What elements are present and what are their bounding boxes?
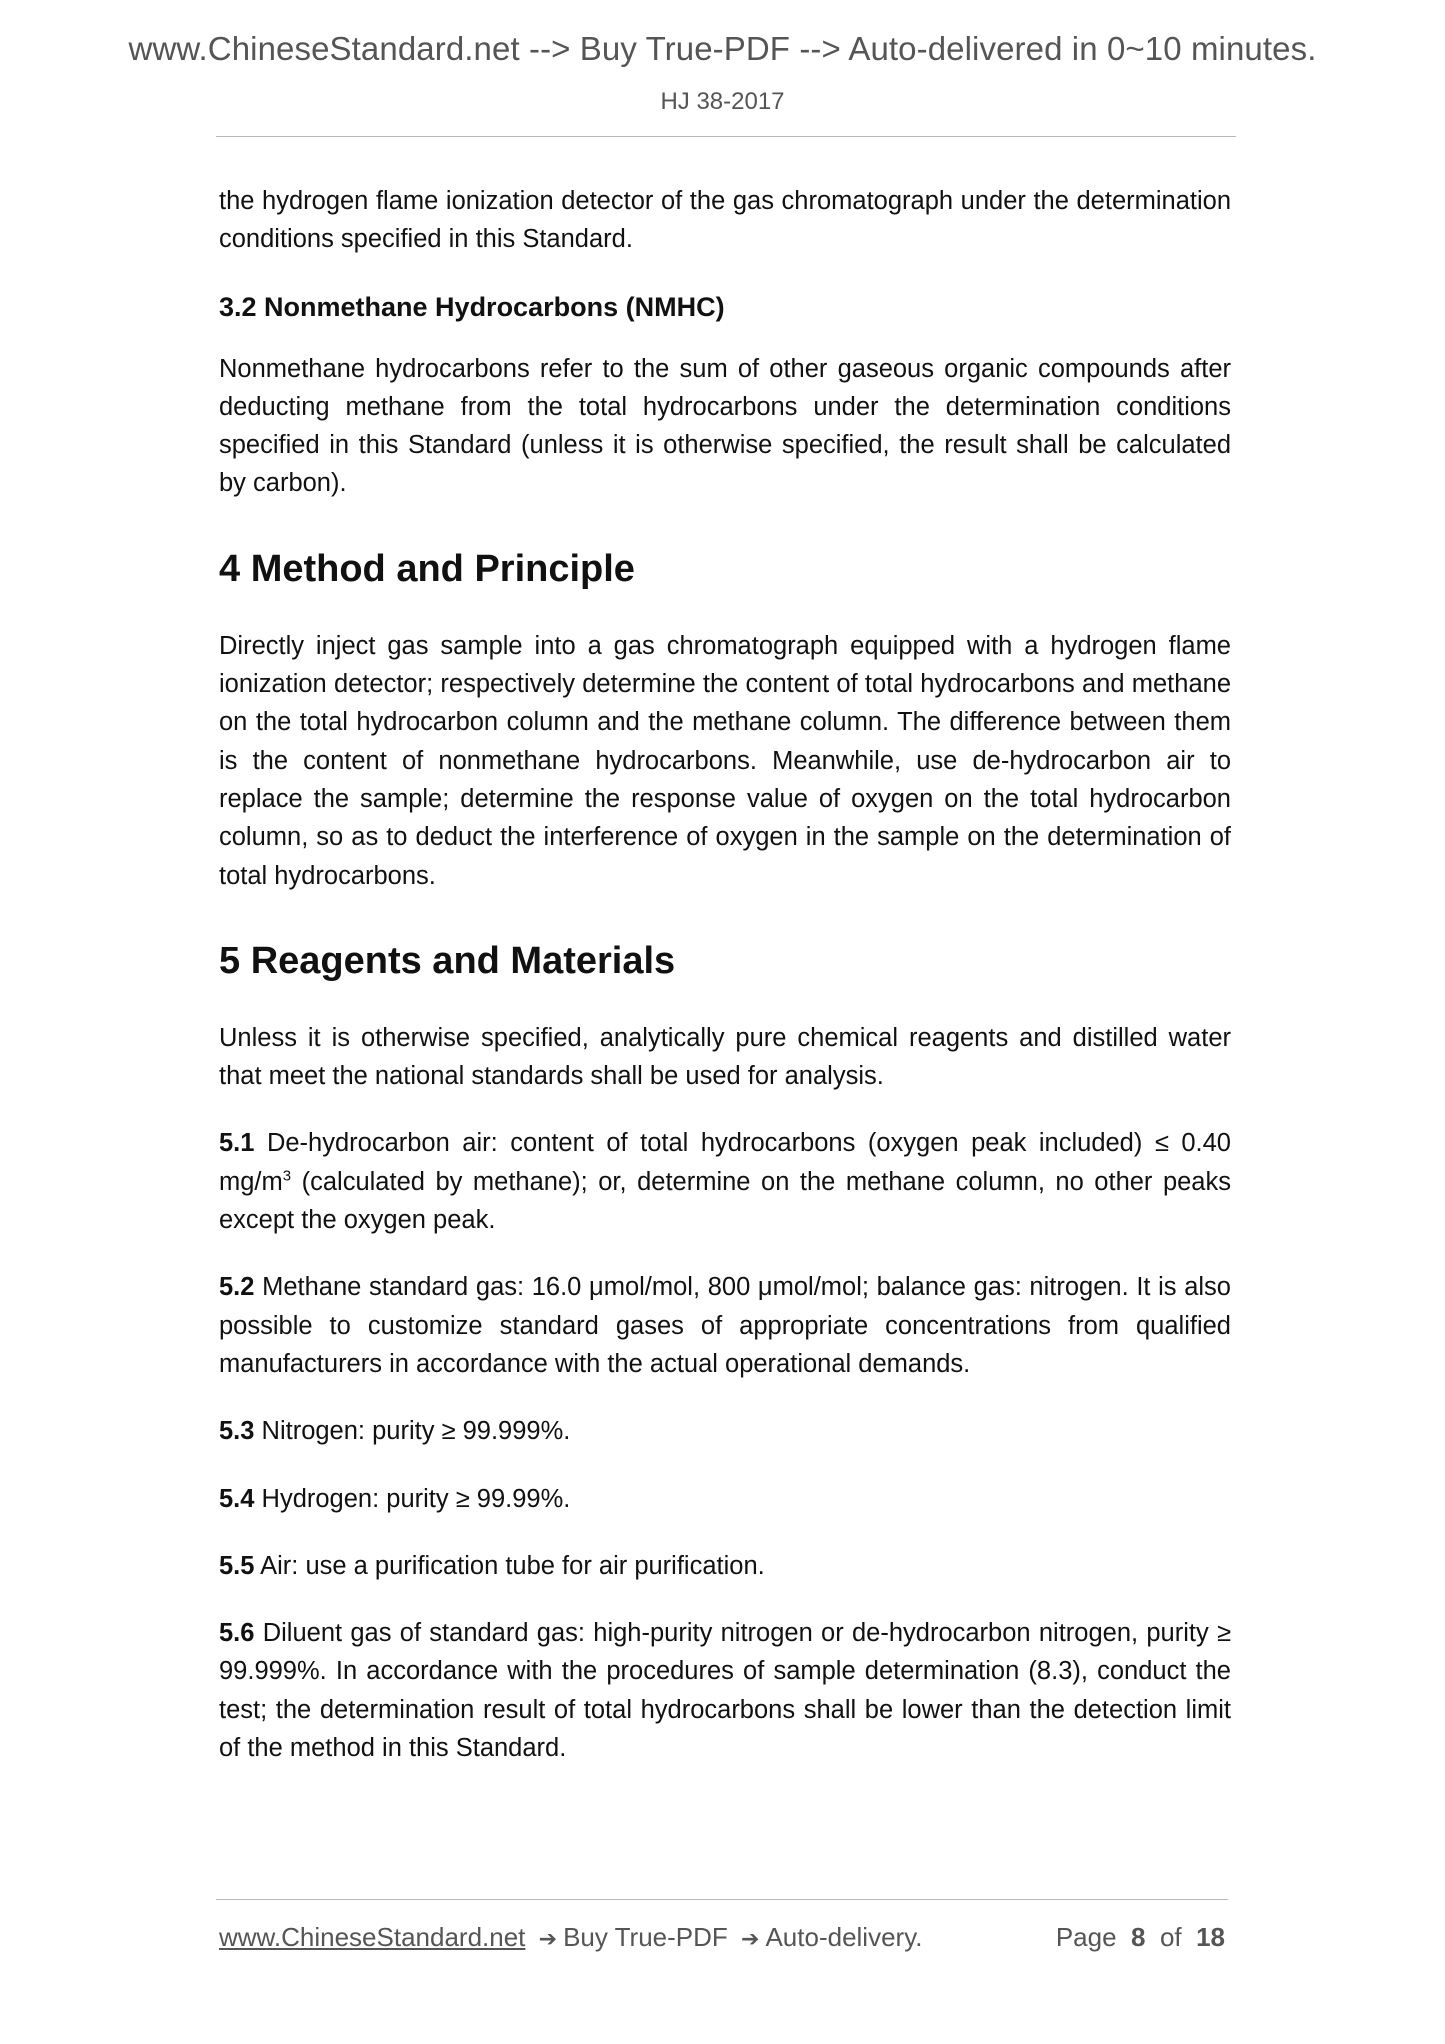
page-word: Page [1055, 1922, 1117, 1952]
intro-paragraph: the hydrogen flame ionization detector of the gas chromatograph under the determination conditions specified in this Standard. [219, 187, 1231, 254]
section-5-paragraph: Unless it is otherwise specified, analytically pure chemical reagents and distilled water that meet the national standards shall be used for analysis. [219, 1023, 1231, 1091]
header-divider [216, 136, 1236, 137]
item-5-1 [219, 1124, 1231, 1239]
item-5-3-text: Nitrogen: purity ≥ 99.999%. [254, 1417, 571, 1446]
item-5-5-number: 5.5 [219, 1551, 255, 1580]
footer-left [219, 1922, 923, 1953]
section-3-2-heading: 3.2 Nonmethane Hydrocarbons (NMHC) [219, 291, 725, 322]
page-indicator [1056, 1922, 1225, 1953]
page-total: 18 [1196, 1922, 1225, 1952]
section-4-heading: 4 Method and Principle [219, 547, 635, 590]
of-word: of [1159, 1922, 1182, 1952]
item-5-5-text: Air: use a purification tube for air purification. [254, 1551, 765, 1580]
item-5-1-superscript: 3 [282, 1167, 292, 1185]
item-5-6-text: Diluent gas of standard gas: high-purity nitrogen or de-hydrocarbon nitrogen, purity ≥ 99.999%. In accordance with the procedures of sample determination (8.3), conduct the test; the determination result of total hydrocarbons shall be lower than the detection limit of the method in this Standard. [219, 1619, 1231, 1763]
item-5-4-text: Hydrogen: purity ≥ 99.99%. [254, 1484, 571, 1513]
page-number: 8 [1131, 1922, 1146, 1952]
item-5-1-text-a: De-hydrocarbon air: content of total hydrocarbons (oxygen peak included) ≤ 0.40 mg/m [219, 1129, 1231, 1196]
item-5-6-number: 5.6 [219, 1619, 255, 1648]
site-banner: www.ChineseStandard.net --> Buy True-PDF --> Auto-delivered in 0~10 minutes. [128, 30, 1317, 67]
footer-divider [216, 1899, 1228, 1900]
item-5-6 [219, 1614, 1231, 1767]
item-5-2-number: 5.2 [219, 1273, 255, 1302]
arrow-right-icon: ➔ [538, 1927, 558, 1952]
item-5-4 [219, 1480, 1231, 1518]
document-id: HJ 38-2017 [660, 88, 785, 115]
item-5-3 [219, 1412, 1231, 1450]
item-5-4-number: 5.4 [219, 1484, 255, 1513]
item-5-1-number: 5.1 [219, 1129, 255, 1158]
section-5-heading: 5 Reagents and Materials [219, 939, 676, 982]
item-5-2-text: Methane standard gas: 16.0 μmol/mol, 800 μmol/mol; balance gas: nitrogen. It is also possible to customize standard gases of appropriate concentrations from qualified manufacturers in accordance with the actual operational demands. [219, 1273, 1231, 1378]
footer-auto-text: Auto-delivery. [765, 1922, 923, 1952]
item-5-3-number: 5.3 [219, 1417, 255, 1446]
page-content [219, 182, 1231, 1796]
arrow-right-icon: ➔ [741, 1927, 760, 1952]
footer-site-link[interactable]: www.ChineseStandard.net [219, 1922, 526, 1952]
section-4-paragraph: Directly inject gas sample into a gas chromatograph equipped with a hydrogen flame ionization detector; respectively determine the content of total hydrocarbons and methane on the total hydrocarbon column and the methane column. The difference between them is the content of nonmethane hydrocarbons. Meanwhile, use de-hydrocarbon air to replace the sample; determine the response value of oxygen on the total hydrocarbon column, so as to deduct the interference of oxygen in the sample on the determination of total hydrocarbons. [219, 631, 1231, 890]
page-footer [219, 1922, 1225, 1953]
item-5-5 [219, 1547, 1231, 1585]
item-5-1-text-b: (calculated by methane); or, determine on the methane column, no other peaks except the oxygen peak. [219, 1167, 1231, 1235]
section-3-2-paragraph: Nonmethane hydrocarbons refer to the sum of other gaseous organic compounds after deducting methane from the total hydrocarbons under the determination conditions specified in this Standard (unless it is otherwise specified, the result shall be calculated by carbon). [219, 354, 1231, 498]
item-5-2 [219, 1268, 1231, 1383]
footer-buy-text: Buy True-PDF [563, 1922, 728, 1952]
